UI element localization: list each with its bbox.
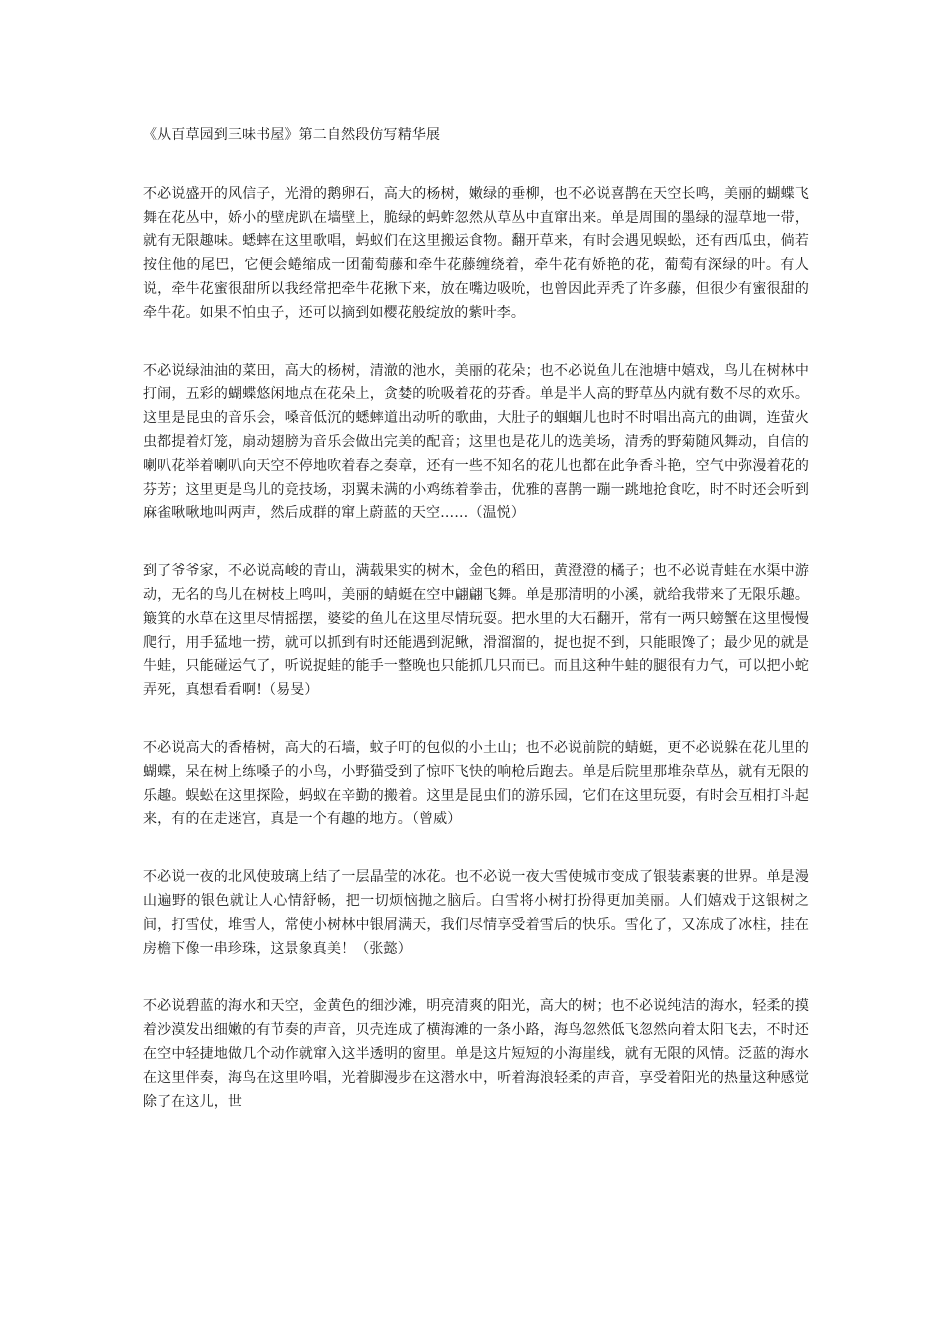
paragraph-1: 不必说盛开的风信子，光滑的鹅卵石，高大的杨树，嫩绿的垂柳，也不必说喜鹊在天空长鸣，美丽的蝴蝶飞舞在花丛中，娇小的壁虎趴在墙壁上，脆绿的蚂蚱忽然从草丛中直窜出来。单是周围的墨绿的湿草地一带，就有无限趣味。蟋蟀在这里歌唱，蚂蚁们在这里搬运食物。翻开草来，有时会遇见蜈蚣，还有西瓜虫，倘若按住他的尾巴，它便会蜷缩成一团葡萄藤和牵牛花藤缠绕着，牵牛花有娇艳的花，葡萄有深绿的叶。有人说，牵牛花蜜很甜所以我经常把牵牛花揪下来，放在嘴边吸吮，也曾因此弄秃了许多藤，但很少有蜜很甜的牵牛花。如果不怕虫子，还可以摘到如樱花般绽放的紫叶李。 xyxy=(143,185,809,321)
paragraph-5: 不必说一夜的北风使玻璃上结了一层晶莹的冰花。也不必说一夜大雪使城市变成了银装素裹的世界。单是漫山遍野的银色就让人心情舒畅，把一切烦恼抛之脑后。白雪将小树打扮得更加美丽。人们嬉戏于这银树之间，打雪仗，堆雪人，常使小树林中银屑满天，我们尽情享受着雪后的快乐。雪化了，又冻成了冰柱，挂在房檐下像一串珍珠，这景象真美！（张懿） xyxy=(143,869,809,957)
document-title: 《从百草园到三味书屋》第二自然段仿写精华展 xyxy=(143,127,441,143)
paragraph-3: 到了爷爷家，不必说高峻的青山，满载果实的树木，金色的稻田，黄澄澄的橘子；也不必说青蛙在水渠中游动，无名的鸟儿在树枝上鸣叫，美丽的蜻蜓在空中翩翩飞舞。单是那清明的小溪，就给我带来了无限乐趣。簸箕的水草在这里尽情摇摆，婆娑的鱼儿在这里尽情玩耍。把水里的大石翻开，常有一两只螃蟹在这里慢慢爬行，用手猛地一捞，就可以抓到有时还能遇到泥鳅，滑溜溜的，捉也捉不到，只能眼馋了；最少见的就是牛蛙，只能碰运气了，听说捉蛙的能手一整晚也只能抓几只而已。而且这种牛蛙的腿很有力气，可以把小蛇弄死，真想看看啊!（易旻） xyxy=(143,563,809,699)
document-page xyxy=(143,124,809,1148)
paragraph-6: 不必说碧蓝的海水和天空，金黄色的细沙滩，明亮清爽的阳光，高大的树；也不必说纯洁的海水，轻柔的摸着沙漠发出细嫩的有节奏的声音，贝壳连成了横海滩的一条小路，海鸟忽然低飞忽然向着太阳飞去，不时还在空中轻捷地做几个动作就窜入这半透明的窗里。单是这片短短的小海崖线，就有无限的风情。泛蓝的海水在这里伴奏，海鸟在这里吟唱，光着脚漫步在这潜水中，听着海浪轻柔的声音，享受着阳光的热量这种感觉除了在这儿，世 xyxy=(143,998,809,1110)
paragraph-4: 不必说高大的香椿树，高大的石墙，蚊子叮的包似的小土山；也不必说前院的蜻蜓，更不必说躲在花儿里的蝴蝶，呆在树上练嗓子的小鸟，小野猫受到了惊吓飞快的响枪后跑去。单是后院里那堆杂草丛，就有无限的乐趣。蜈蚣在这里探险，蚂蚁在辛勤的搬着。这里是昆虫们的游乐园，它们在这里玩耍，有时会互相打斗起来，有的在走迷宫，真是一个有趣的地方。（曾威） xyxy=(143,739,809,828)
paragraph-2: 不必说绿油油的菜田，高大的杨树，清澈的池水，美丽的花朵；也不必说鱼儿在池塘中嬉戏，鸟儿在树林中打闹，五彩的蝴蝶悠闲地点在花朵上，贪婪的吮吸着花的芬香。单是半人高的野草丛内就有数不尽的欢乐。这里是昆虫的音乐会，嗓音低沉的蟋蟀道出动听的歌曲，大肚子的蝈蝈儿也时不时唱出高亢的曲调，连萤火虫都提着灯笼，扇动翅膀为音乐会做出完美的配音；这里也是花儿的选美场，清秀的野菊随风舞动，自信的喇叭花举着喇叭向天空不停地吹着春之奏章，还有一些不知名的花儿也都在此争香斗艳，空气中弥漫着花的芬芳；这里更是鸟儿的竞技场，羽翼未满的小鸡练着拳击，优雅的喜鹊一蹦一跳地抢食吃，时不时还会听到麻雀啾啾地叫两声，然后成群的窜上蔚蓝的天空……（温悦） xyxy=(143,362,809,522)
